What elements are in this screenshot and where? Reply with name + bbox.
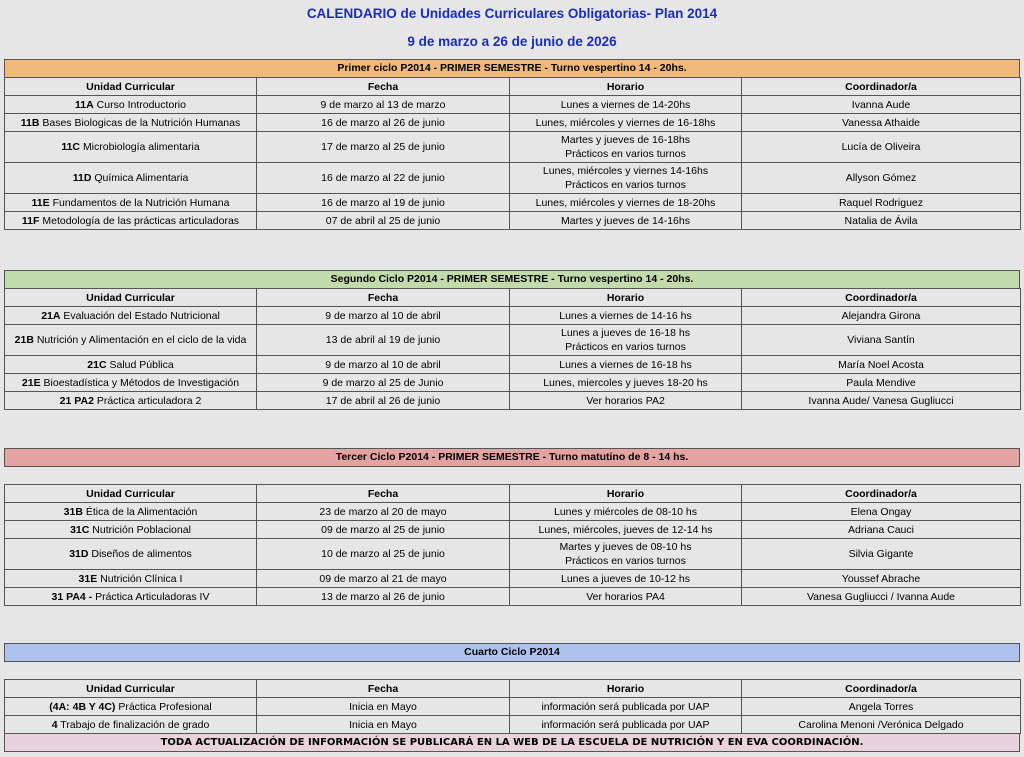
- table-row: [5, 96, 1021, 114]
- horario-line: Prácticos en varios turnos: [565, 179, 686, 191]
- cell-fecha: 16 de marzo al 22 de junio: [257, 163, 510, 194]
- horario-line: Lunes, miércoles y viernes 14-16hs: [542, 165, 709, 177]
- cycle-4-table: [4, 679, 1021, 734]
- cycle-1-table: [4, 77, 1021, 230]
- cell-coordinador: Vanessa Athaide: [742, 114, 1021, 132]
- header-unidad: Unidad Curricular: [5, 485, 257, 503]
- table-row: [5, 194, 1021, 212]
- unit-code: 4: [51, 718, 58, 731]
- unit-name: Fundamentos de la Nutrición Humana: [52, 196, 230, 209]
- horario-line: Lunes, miércoles y viernes de 18-20hs: [535, 196, 716, 209]
- cell-fecha: 9 de marzo al 10 de abril: [257, 307, 510, 325]
- cell-coordinador: Youssef Abrache: [742, 570, 1021, 588]
- header-fecha: Fecha: [257, 680, 510, 698]
- table-row: [5, 539, 1021, 570]
- unit-name: Metodología de las prácticas articuladoras: [42, 214, 240, 227]
- cell-unidad: [5, 716, 257, 734]
- header-unidad: Unidad Curricular: [5, 680, 257, 698]
- cell-unidad: [5, 212, 257, 230]
- unit-name: Diseños de alimentos: [91, 548, 192, 560]
- cell-fecha: 07 de abril al 25 de junio: [257, 212, 510, 230]
- cell-unidad: [5, 374, 257, 392]
- unit-name: Microbiología alimentaria: [82, 141, 200, 153]
- table-header-row: [5, 485, 1021, 503]
- horario-line: Lunes y miércoles de 08-10 hs: [554, 505, 697, 518]
- unit-code: 11F: [21, 214, 40, 227]
- cell-fecha: 23 de marzo al 20 de mayo: [257, 503, 510, 521]
- unit-code: 11A: [75, 98, 94, 111]
- horario-line: información será publicada por UAP: [541, 718, 710, 731]
- cell-fecha: 9 de marzo al 13 de marzo: [257, 96, 510, 114]
- cell-fecha: 13 de abril al 19 de junio: [257, 325, 510, 356]
- table-row: [5, 521, 1021, 539]
- header-coordinador: Coordinador/a: [742, 485, 1021, 503]
- horario-line: Lunes, miércoles y viernes de 16-18hs: [535, 116, 716, 129]
- table-row: [5, 356, 1021, 374]
- cell-unidad: [5, 132, 257, 163]
- cell-horario: [510, 114, 742, 132]
- unit-code: 11C: [61, 141, 81, 153]
- cell-horario: [510, 392, 742, 410]
- unit-name: Evaluación del Estado Nutricional: [63, 309, 220, 322]
- cell-unidad: [5, 588, 257, 606]
- cell-coordinador: Natalia de Ávila: [742, 212, 1021, 230]
- cell-horario: [510, 163, 742, 194]
- horario-line: Prácticos en varios turnos: [565, 341, 686, 353]
- unit-code: 31B: [63, 505, 83, 518]
- unit-code: 31E: [78, 572, 98, 585]
- unit-name: Práctica Profesional: [118, 700, 212, 713]
- cell-horario: [510, 503, 742, 521]
- unit-name: Bases Biologicas de la Nutrición Humanas: [42, 116, 241, 129]
- cell-fecha: 09 de marzo al 21 de mayo: [257, 570, 510, 588]
- header-horario: Horario: [510, 485, 742, 503]
- table-header-row: [5, 680, 1021, 698]
- horario-line: Martes y jueves de 14-16hs: [561, 214, 690, 227]
- header-coordinador: Coordinador/a: [742, 289, 1021, 307]
- unit-name: Trabajo de finalización de grado: [60, 718, 210, 731]
- cell-fecha: 9 de marzo al 10 de abril: [257, 356, 510, 374]
- cell-coordinador: Angela Torres: [742, 698, 1021, 716]
- cell-fecha: Inicia en Mayo: [257, 716, 510, 734]
- cell-fecha: 09 de marzo al 25 de junio: [257, 521, 510, 539]
- cell-unidad: [5, 163, 257, 194]
- header-coordinador: Coordinador/a: [742, 680, 1021, 698]
- unit-code: 31C: [70, 523, 90, 536]
- unit-name: Curso Introductorio: [96, 98, 186, 111]
- table-row: [5, 570, 1021, 588]
- unit-code: 11E: [31, 196, 50, 209]
- cell-coordinador: Elena Ongay: [742, 503, 1021, 521]
- table-row: [5, 307, 1021, 325]
- cycle-4-banner: Cuarto Ciclo P2014: [4, 643, 1020, 662]
- unit-name: Práctica articuladora 2: [96, 394, 202, 407]
- unit-code: 11B: [20, 116, 40, 129]
- cell-horario: [510, 588, 742, 606]
- table-row: [5, 325, 1021, 356]
- table-header-row: [5, 289, 1021, 307]
- cell-unidad: [5, 521, 257, 539]
- footer-notice: TODA ACTUALIZACIÓN DE INFORMACIÓN SE PUBLICARÁ EN LA WEB DE LA ESCUELA DE NUTRICIÓN Y EN EVA COORDINACIÓN.: [4, 733, 1020, 752]
- page-subtitle: 9 de marzo a 26 de junio de 2026: [407, 34, 617, 49]
- unit-name: Química Alimentaria: [94, 172, 189, 184]
- horario-line: Lunes a viernes de 14-16 hs: [559, 309, 692, 322]
- cell-fecha: 16 de marzo al 26 de junio: [257, 114, 510, 132]
- cell-horario: [510, 521, 742, 539]
- table-row: [5, 716, 1021, 734]
- unit-code: 31 PA4 -: [51, 590, 93, 603]
- cell-horario: [510, 212, 742, 230]
- cell-unidad: [5, 539, 257, 570]
- unit-name: Práctica Articuladoras IV: [95, 590, 210, 603]
- cell-horario: [510, 307, 742, 325]
- unit-name: Nutrición y Alimentación en el ciclo de la vida: [36, 334, 247, 346]
- cell-fecha: 10 de marzo al 25 de junio: [257, 539, 510, 570]
- cell-fecha: 13 de marzo al 26 de junio: [257, 588, 510, 606]
- unit-code: 21B: [14, 334, 34, 346]
- unit-code: 11D: [72, 172, 92, 184]
- cell-coordinador: Allyson Gómez: [742, 163, 1021, 194]
- header-unidad: Unidad Curricular: [5, 78, 257, 96]
- cell-horario: [510, 539, 742, 570]
- header-horario: Horario: [510, 289, 742, 307]
- unit-code: 31D: [69, 548, 89, 560]
- cell-unidad: [5, 96, 257, 114]
- horario-line: Lunes a viernes de 16-18 hs: [559, 358, 692, 371]
- header-unidad: Unidad Curricular: [5, 289, 257, 307]
- unit-code: 21E: [21, 376, 41, 389]
- table-row: [5, 163, 1021, 194]
- horario-line: Martes y jueves de 08-10 hs: [559, 541, 692, 553]
- horario-line: Lunes a jueves de 16-18 hs: [560, 327, 690, 339]
- cell-horario: [510, 96, 742, 114]
- horario-line: Lunes, miercoles y jueves 18-20 hs: [543, 376, 708, 389]
- table-row: [5, 698, 1021, 716]
- cell-coordinador: Paula Mendive: [742, 374, 1021, 392]
- cell-fecha: 9 de marzo al 25 de Junio: [257, 374, 510, 392]
- cell-coordinador: Carolina Menoni /Verónica Delgado: [742, 716, 1021, 734]
- table-row: [5, 132, 1021, 163]
- horario-line: Ver horarios PA4: [586, 590, 665, 603]
- table-row: [5, 392, 1021, 410]
- header-horario: Horario: [510, 680, 742, 698]
- cell-horario: [510, 374, 742, 392]
- unit-code: 21 PA2: [59, 394, 94, 407]
- cell-fecha: Inicia en Mayo: [257, 698, 510, 716]
- table-row: [5, 374, 1021, 392]
- header-fecha: Fecha: [257, 78, 510, 96]
- cell-unidad: [5, 503, 257, 521]
- cell-horario: [510, 716, 742, 734]
- header-fecha: Fecha: [257, 289, 510, 307]
- cell-coordinador: Lucía de Oliveira: [742, 132, 1021, 163]
- cell-unidad: [5, 392, 257, 410]
- cell-unidad: [5, 698, 257, 716]
- header-horario: Horario: [510, 78, 742, 96]
- cell-horario: [510, 132, 742, 163]
- cell-coordinador: Adriana Cauci: [742, 521, 1021, 539]
- cell-unidad: [5, 325, 257, 356]
- table-row: [5, 503, 1021, 521]
- unit-code: 21A: [41, 309, 61, 322]
- cell-unidad: [5, 307, 257, 325]
- horario-line: Lunes a viernes de 14-20hs: [560, 98, 691, 111]
- unit-name: Nutrición Poblacional: [92, 523, 191, 536]
- unit-name: Bioestadística y Métodos de Investigación: [43, 376, 240, 389]
- unit-code: 21C: [87, 358, 107, 371]
- header-fecha: Fecha: [257, 485, 510, 503]
- cycle-3-table: [4, 484, 1021, 606]
- page-title: CALENDARIO de Unidades Curriculares Obligatorias- Plan 2014: [306, 6, 718, 21]
- table-header-row: [5, 78, 1021, 96]
- header-coordinador: Coordinador/a: [742, 78, 1021, 96]
- cell-fecha: 16 de marzo al 19 de junio: [257, 194, 510, 212]
- cell-horario: [510, 570, 742, 588]
- cell-coordinador: Viviana Santín: [742, 325, 1021, 356]
- cell-horario: [510, 698, 742, 716]
- table-row: [5, 114, 1021, 132]
- table-row: [5, 588, 1021, 606]
- cell-unidad: [5, 356, 257, 374]
- cell-horario: [510, 194, 742, 212]
- unit-code: (4A: 4B Y 4C): [49, 700, 116, 713]
- horario-line: información será publicada por UAP: [541, 700, 710, 713]
- horario-line: Prácticos en varios turnos: [565, 148, 686, 160]
- cell-fecha: 17 de abril al 26 de junio: [257, 392, 510, 410]
- cycle-1-banner: Primer ciclo P2014 - PRIMER SEMESTRE - Turno vespertino 14 - 20hs.: [4, 59, 1020, 78]
- cell-coordinador: Silvia Gigante: [742, 539, 1021, 570]
- cell-unidad: [5, 114, 257, 132]
- table-row: [5, 212, 1021, 230]
- cell-unidad: [5, 570, 257, 588]
- unit-name: Ética de la Alimentación: [85, 505, 198, 518]
- cell-horario: [510, 325, 742, 356]
- horario-line: Martes y jueves de 16-18hs: [561, 134, 690, 146]
- cycle-2-table: [4, 288, 1021, 410]
- unit-name: Nutrición Clínica I: [100, 572, 183, 585]
- cell-coordinador: María Noel Acosta: [742, 356, 1021, 374]
- cell-fecha: 17 de marzo al 25 de junio: [257, 132, 510, 163]
- horario-line: Ver horarios PA2: [586, 394, 665, 407]
- cell-coordinador: Raquel Rodriguez: [742, 194, 1021, 212]
- horario-line: Lunes a jueves de 10-12 hs: [560, 572, 690, 585]
- cell-unidad: [5, 194, 257, 212]
- unit-name: Salud Pública: [109, 358, 174, 371]
- cell-horario: [510, 356, 742, 374]
- cycle-2-banner: Segundo Ciclo P2014 - PRIMER SEMESTRE - Turno vespertino 14 - 20hs.: [4, 270, 1020, 289]
- cell-coordinador: Ivanna Aude/ Vanesa Gugliucci: [742, 392, 1021, 410]
- cell-coordinador: Alejandra Girona: [742, 307, 1021, 325]
- horario-line: Prácticos en varios turnos: [565, 555, 686, 567]
- cell-coordinador: Vanesa Gugliucci / Ivanna Aude: [742, 588, 1021, 606]
- cell-coordinador: Ivanna Aude: [742, 96, 1021, 114]
- cycle-3-banner: Tercer Ciclo P2014 - PRIMER SEMESTRE - Turno matutino de 8 - 14 hs.: [4, 448, 1020, 467]
- horario-line: Lunes, miércoles, jueves de 12-14 hs: [538, 523, 713, 536]
